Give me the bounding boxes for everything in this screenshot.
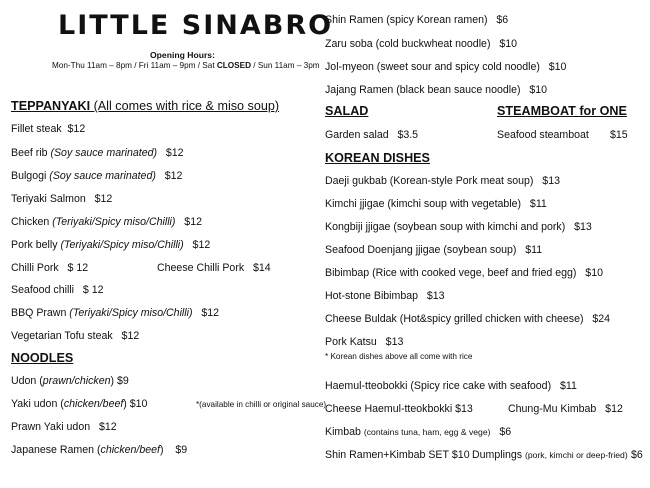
menu-item (472, 449, 628, 461)
item-option: (Soy sauce marinated) (50, 147, 158, 159)
item-price: $12 (67, 123, 86, 135)
item-pre: Prawn Yaki udon (11, 421, 91, 433)
item-name: Beef rib (11, 147, 51, 159)
menu-item (325, 61, 566, 73)
item-name: Zaru soba (cold buckwheat noodle) (325, 38, 491, 50)
item-price: $10 (585, 267, 603, 279)
item-price: $10 (451, 449, 470, 461)
menu-item (325, 313, 610, 325)
item-name: Jajang Ramen (black bean sauce noodle) (325, 84, 521, 96)
item-name: Cheese Buldak (Hot&spicy grilled chicken with cheese) (325, 313, 584, 325)
item-price: ) $9 (110, 375, 129, 387)
item-name: Hot-stone Bibimbap (325, 290, 419, 302)
menu-item (325, 267, 603, 279)
item-name: Haemul-tteobokki (Spicy rice cake with seafood) (325, 380, 552, 392)
item-price: $3.5 (397, 129, 419, 141)
item-post: ) (160, 444, 164, 456)
item-name: Vegetarian Tofu steak (11, 330, 113, 342)
item-price: ) $10 (123, 398, 148, 410)
item-price: $6 (631, 449, 643, 461)
menu-item (11, 330, 139, 342)
item-price: $12 (184, 216, 202, 228)
item-name: Chung-Mu Kimbab (508, 403, 597, 415)
item-price: $13 (385, 336, 404, 348)
menu-item (325, 244, 542, 256)
menu-item (325, 290, 445, 302)
menu-item (325, 449, 470, 461)
item-name: Cheese Chilli Pork (157, 262, 245, 274)
noodles-heading: NOODLES (11, 351, 74, 365)
item-price: $11 (529, 198, 547, 210)
menu-item (11, 193, 112, 205)
menu-item (325, 221, 592, 233)
item-price: $12 (164, 170, 183, 182)
item-detail: (contains tuna, ham, egg & vege) (363, 427, 491, 437)
item-name: Kimbab (325, 426, 361, 438)
item-price: $13 (574, 221, 592, 233)
menu-item (325, 380, 577, 392)
item-price: $11 (525, 244, 543, 256)
menu-item (325, 198, 547, 210)
hours-closed: CLOSED (216, 61, 252, 70)
teppanyaki-heading (11, 99, 279, 113)
item-price: $12 (98, 421, 117, 433)
menu-item (508, 403, 623, 415)
salad-heading: SALAD (325, 104, 369, 118)
korean-dishes-heading: KOREAN DISHES (325, 151, 430, 165)
item-option: (Teriyaki/Spicy miso/Chilli) (69, 307, 193, 319)
item-name: Dumplings (472, 449, 523, 461)
opening-hours-title: Opening Hours: (150, 50, 215, 60)
item-option: (Teriyaki/Spicy miso/Chilli) (52, 216, 176, 228)
item-name: Kimchi jjigae (kimchi soup with vegetable) (325, 198, 522, 210)
menu-item (11, 307, 219, 319)
item-name: Cheese Haemul-tteokbokki (325, 403, 453, 415)
item-name: Shin Ramen+Kimbab SET (325, 449, 449, 461)
teppanyaki-subheading: (All comes with rice & miso soup) (90, 99, 280, 113)
item-name: Pork Katsu (325, 336, 377, 348)
item-name: Shin Ramen (spicy Korean ramen) (325, 14, 488, 26)
item-option: chicken/beef (63, 398, 124, 410)
item-name: Chilli Pork (11, 262, 59, 274)
item-pre: Japanese Ramen ( (11, 444, 101, 456)
item-price: $ 12 (82, 284, 104, 296)
item-name: Fillet steak (11, 123, 62, 135)
menu-item (11, 444, 187, 456)
item-option: chicken/beef (100, 444, 160, 456)
menu-item (11, 375, 129, 387)
menu-item (325, 14, 508, 26)
menu-item (497, 129, 589, 141)
item-price: $ 12 (67, 262, 89, 274)
item-name: Chicken (11, 216, 53, 228)
item-price: $13 (426, 290, 445, 302)
teppanyaki-title: TEPPANYAKI (11, 99, 91, 113)
item-price: $10 (548, 61, 567, 73)
item-name: Bulgogi (11, 170, 50, 182)
hours-weekdays: Mon-Thu 11am – 8pm / Fri 11am – 9pm / Sat (52, 61, 217, 70)
hours-sunday: / Sun 11am – 3pm (251, 61, 320, 70)
menu-item (325, 129, 418, 141)
menu-item (11, 398, 147, 410)
item-price: $12 (201, 307, 220, 319)
item-price: $12 (94, 193, 113, 205)
item-name: Garden salad (325, 129, 389, 141)
item-price: $6 (496, 14, 509, 26)
item-price: $11 (559, 380, 577, 392)
steamboat-heading: STEAMBOAT for ONE (497, 104, 627, 118)
item-price: $13 (542, 175, 560, 187)
menu-item (11, 262, 88, 274)
menu-item (11, 123, 85, 135)
item-price: $10 (499, 38, 518, 50)
item-pre: Yaki udon ( (11, 398, 64, 410)
menu-item (325, 403, 473, 415)
item-detail: (pork, kimchi or deep-fried) (525, 450, 628, 460)
item-price: $12 (121, 330, 140, 342)
item-price: $15 (610, 129, 628, 141)
item-name: Teriyaki Salmon (11, 193, 86, 205)
menu-item (325, 84, 547, 96)
menu-item (11, 284, 103, 296)
menu-item (325, 426, 511, 438)
menu-item (11, 239, 210, 251)
item-name: Bibimbap (Rice with cooked vege, beef and fried egg) (325, 267, 577, 279)
item-price: $10 (529, 84, 548, 96)
item-option: (Soy sauce marinated) (49, 170, 156, 182)
menu-item (325, 38, 517, 50)
item-name: Pork belly (11, 239, 61, 251)
menu-item (11, 216, 202, 228)
item-name: Seafood steamboat (497, 129, 589, 141)
item-price: $14 (252, 262, 271, 274)
item-price: $12 (605, 403, 623, 415)
item-price: $13 (455, 403, 473, 415)
item-name: Jol-myeon (sweet sour and spicy cold noodle) (325, 61, 540, 73)
item-name: Daeji gukbab (Korean-style Pork meat soup) (325, 175, 534, 187)
noodle-sauce-note: *(available in chilli or original sauce) (196, 400, 327, 409)
item-price: $12 (192, 239, 211, 251)
item-option: (Teriyaki/Spicy miso/Chilli) (60, 239, 184, 251)
menu-item (325, 336, 403, 348)
item-name: Kongbiji jjigae (soybean soup with kimchi and pork) (325, 221, 566, 233)
item-price: $9 (175, 444, 188, 456)
menu-title: LITTLE SINABRO (58, 10, 334, 41)
menu-item (157, 262, 271, 274)
opening-hours (52, 61, 320, 70)
korean-rice-note: * Korean dishes above all come with rice (325, 352, 473, 361)
item-name: Seafood chilli (11, 284, 75, 296)
item-pre: Udon ( (11, 375, 43, 387)
menu-item (11, 421, 117, 433)
menu-item (11, 147, 184, 159)
menu-item (325, 175, 560, 187)
menu-item (11, 170, 182, 182)
item-name: Seafood Doenjang jjigae (soybean soup) (325, 244, 517, 256)
item-price: $6 (499, 426, 512, 438)
item-option: prawn/chicken (42, 375, 111, 387)
item-price: $12 (165, 147, 184, 159)
item-price: $24 (592, 313, 611, 325)
item-name: BBQ Prawn (11, 307, 70, 319)
